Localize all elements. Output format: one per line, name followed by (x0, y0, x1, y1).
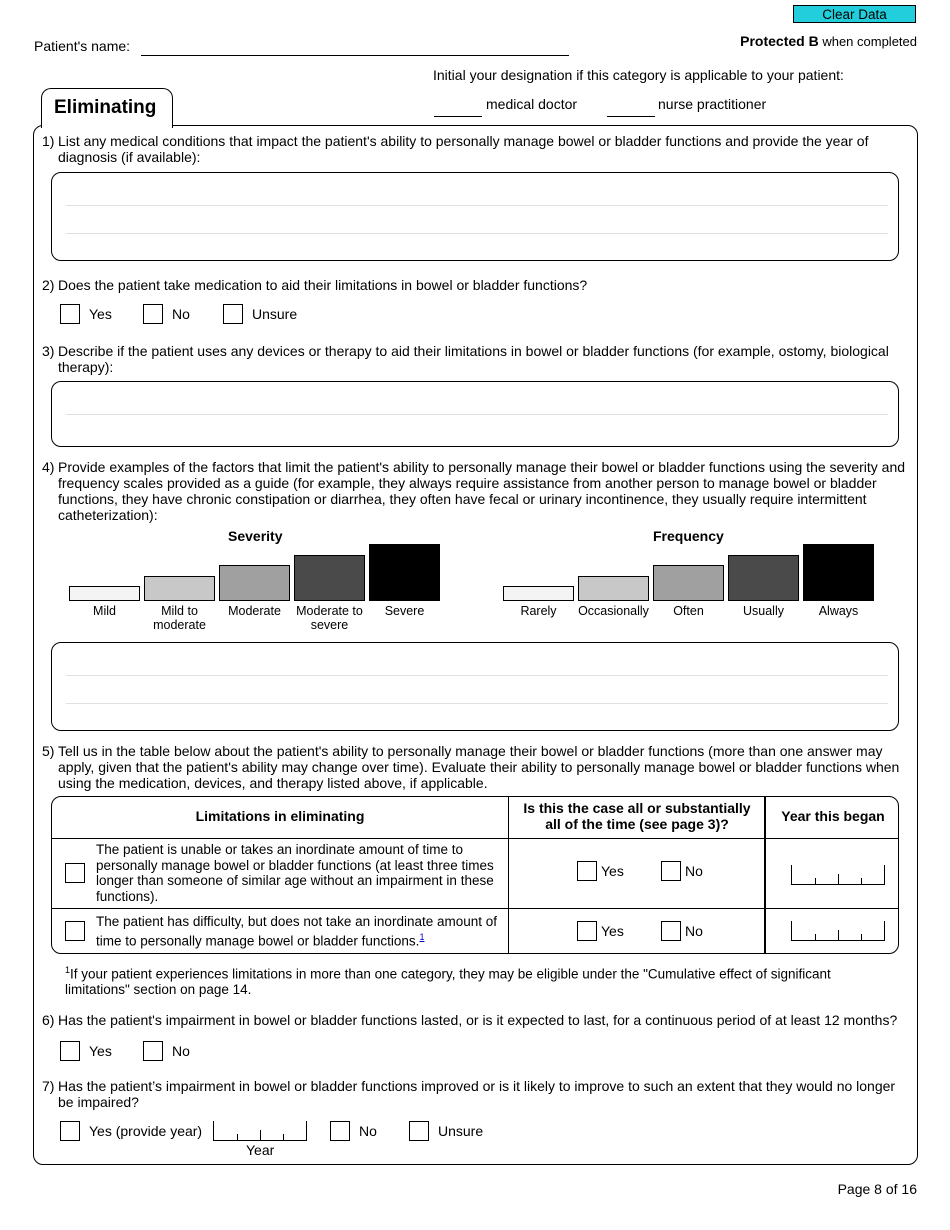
question-6: 6) Has the patient's impairment in bowel or bladder functions lasted, or is it expected to last, for a continuous period of at least 12 months? (42, 1012, 898, 1028)
q2-no-checkbox[interactable] (143, 304, 163, 324)
row2-no-label: No (685, 923, 703, 939)
q7-no-checkbox[interactable] (330, 1121, 350, 1141)
designation-prompt: Initial your designation if this category is applicable to your patient: (433, 67, 844, 83)
nurse-practitioner-label: nurse practitioner (658, 96, 767, 112)
severity-label-4: Moderate to severe (296, 604, 363, 632)
frequency-label-1: Rarely (520, 604, 557, 618)
question-7: 7) Has the patient’s impairment in bowel or bladder functions improved or is it likely to improve to such an extent that they would no longer be impaired? (42, 1078, 896, 1110)
severity-bar-4 (294, 555, 365, 601)
patient-name-label: Patient's name: (34, 38, 131, 54)
q7-unsure-label: Unsure (438, 1123, 484, 1139)
nurse-practitioner-initial-field[interactable] (607, 100, 655, 117)
col-header-all-time: Is this the case all or substantially all of the time (see page 3)? (523, 800, 751, 832)
q2-yes-label: Yes (89, 306, 112, 322)
col-header-limitations: Limitations in eliminating (195, 808, 365, 824)
question-3: 3) Describe if the patient uses any devices or therapy to aid their limitations in bowel or bladder functions (for example, ostomy, biological therapy): (42, 343, 889, 375)
frequency-bar-4 (728, 555, 799, 601)
q2-unsure-label: Unsure (252, 306, 298, 322)
q6-yes-label: Yes (89, 1043, 112, 1059)
patient-name-field[interactable] (141, 38, 569, 56)
medical-doctor-initial-field[interactable] (434, 100, 482, 117)
question-1: 1) List any medical conditions that impact the patient's ability to personally manage bowel or bladder functions and provide the year of diagnosis (if available): (42, 133, 869, 165)
q3-text-area[interactable] (51, 381, 899, 447)
row1-year-field[interactable] (791, 865, 885, 885)
severity-label-3: Moderate (228, 604, 281, 618)
q7-yes-checkbox[interactable] (60, 1121, 80, 1141)
q4-text-area[interactable] (51, 642, 899, 731)
q7-year-field[interactable] (213, 1121, 307, 1141)
row2-limitation-checkbox[interactable] (65, 921, 85, 941)
frequency-label-2: Occasionally (578, 604, 649, 618)
q2-yes-checkbox[interactable] (60, 304, 80, 324)
q2-no-label: No (172, 306, 190, 322)
section-tab: Eliminating (41, 88, 173, 128)
row2-limitation-text: The patient has difficulty, but does not take an inordinate amount of time to personally manage bowel or bladder functions.$^1$ (96, 914, 498, 948)
question-2: 2) Does the patient take medication to aid their limitations in bowel or bladder functions? (42, 277, 588, 293)
footnote: $^1$If your patient experiences limitations in more than one category, they may be eligible under the "Cumulative effect of significant limitations" section on page 14. (65, 965, 831, 997)
q6-no-label: No (172, 1043, 190, 1059)
severity-bar-5 (369, 544, 440, 601)
frequency-bar-5 (803, 544, 874, 601)
question-5: 5) Tell us in the table below about the patient's ability to personally manage their bowel or bladder functions (more than one answer may apply, given that the patient's ability may change over time). Evaluate their ability to personally manage bowel or bladder functions when using the medication, devices, and therapy listed above, if applicable. (42, 743, 900, 791)
row2-yes-checkbox[interactable] (577, 921, 597, 941)
q7-no-label: No (359, 1123, 377, 1139)
row2-yes-label: Yes (601, 923, 624, 939)
q6-yes-checkbox[interactable] (60, 1041, 80, 1061)
frequency-label-3: Often (673, 604, 704, 618)
page-number: Page 8 of 16 (837, 1181, 917, 1197)
col-header-year: Year this began (781, 808, 885, 824)
frequency-label-4: Usually (743, 604, 784, 618)
frequency-label-5: Always (818, 604, 859, 618)
severity-bar-1 (69, 586, 140, 601)
footnote-link[interactable]: 1 (419, 931, 425, 942)
severity-bar-3 (219, 565, 290, 601)
q7-yes-label: Yes (provide year) (89, 1123, 203, 1139)
row1-limitation-checkbox[interactable] (65, 863, 85, 883)
frequency-title: Frequency (653, 528, 724, 544)
row1-yes-label: Yes (601, 863, 624, 879)
severity-label-5: Severe (384, 604, 425, 618)
frequency-bar-2 (578, 576, 649, 601)
row2-no-checkbox[interactable] (661, 921, 681, 941)
severity-title: Severity (228, 528, 283, 544)
protected-notice: Protected B when completed (740, 33, 917, 49)
q2-unsure-checkbox[interactable] (223, 304, 243, 324)
row1-no-checkbox[interactable] (661, 861, 681, 881)
row1-limitation-text: The patient is unable or takes an inordinate amount of time to personally manage bowel or bladder functions (at least three times longer than someone of similar age without an impairment in these functions). (96, 842, 494, 904)
row1-no-label: No (685, 863, 703, 879)
severity-bar-2 (144, 576, 215, 601)
question-4: 4) Provide examples of the factors that limit the patient's ability to personally manage their bowel or bladder functions using the severity and frequency scales provided as a guide (for example, they always require assistance from another person to manage bowel or bladder functions, they have chronic constipation or diarrhea, they often have fecal or urinary incontinence, they usually require intermittent catheterization): (42, 459, 906, 523)
frequency-bar-3 (653, 565, 724, 601)
q7-unsure-checkbox[interactable] (409, 1121, 429, 1141)
severity-label-1: Mild (93, 604, 116, 618)
q1-text-area[interactable] (51, 172, 899, 261)
q7-year-label: Year (246, 1142, 275, 1158)
severity-label-2: Mild to moderate (153, 604, 206, 632)
clear-data-button[interactable]: Clear Data (793, 5, 916, 23)
frequency-bar-1 (503, 586, 574, 601)
medical-doctor-label: medical doctor (486, 96, 578, 112)
limitations-table (51, 796, 899, 954)
q6-no-checkbox[interactable] (143, 1041, 163, 1061)
row1-yes-checkbox[interactable] (577, 861, 597, 881)
row2-year-field[interactable] (791, 921, 885, 941)
